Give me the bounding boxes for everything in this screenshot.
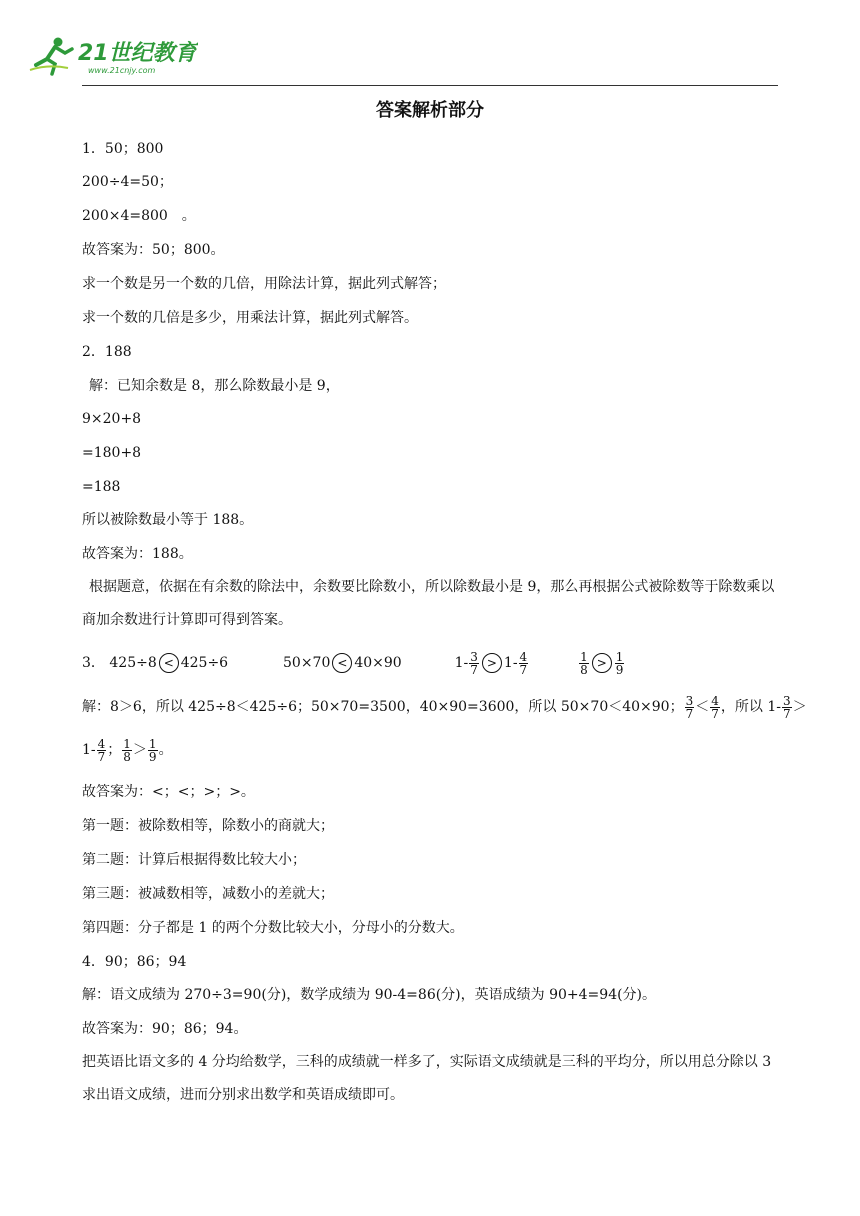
logo-text: 21世纪教育 [78,41,197,66]
q3-line6: 第三题：被减数相等，减数小的差就大； [82,886,334,902]
header-divider [82,85,778,86]
q3-solution-line2: 1- $\frac{4}{7}$ ； $\frac{1}{8}$ ＞ $\frac{1}{9}$ 。 [82,736,173,764]
fraction-4-7: $\frac{4}{7}$ [519,649,528,677]
q3-c1-circle: < [159,653,179,673]
fraction-4-7: $\frac{4}{7}$ [97,736,106,764]
q1-line5: 求一个数的几倍是多少，用乘法计算，据此列式解答。 [82,310,418,326]
q3-line3: 故答案为：<；<；>；>。 [82,784,255,800]
fraction-4-7: $\frac{4}{7}$ [711,693,719,721]
q1-line2: 200×4=800 。 [82,208,196,224]
q3-c3-one-a: 1- [454,655,469,671]
logo-url: www.21cnjy.com [88,66,156,75]
q3-c3-circle: > [482,653,502,673]
q3-answer-row [82,650,625,676]
q3-line4: 第一题：被除数相等，除数小的商就大； [82,818,334,834]
q3-line5: 第二题：计算后根据得数比较大小； [82,852,306,868]
fraction-1-9: $\frac{1}{9}$ [148,736,157,764]
q3-c2-right: 40×90 [354,655,402,671]
fraction-1-9: $\frac{1}{9}$ [615,649,624,677]
q3-c2-circle: < [332,653,352,673]
q3-c1-right: 425÷6 [180,655,229,671]
q3-c2-left: 50×70 [283,655,331,671]
q1-line1: 200÷4=50； [82,174,173,190]
q3-line7: 第四题：分子都是 1 的两个分数比较大小，分母小的分数大。 [82,920,464,936]
q2-line5: 所以被除数最小等于 188。 [82,512,254,528]
q3-c1-left: 425÷8 [109,655,157,671]
q3-c4-circle: > [592,653,612,673]
q3-c3-one-b: 1- [503,655,518,671]
q1-line3: 故答案为：50；800。 [82,242,225,258]
fraction-3-7: $\frac{3}{7}$ [685,693,694,721]
q4-answer: 4．90；86；94 [82,954,187,970]
q3-solution-line1: 解：8＞6，所以 425÷8＜425÷6；50×70=3500，40×90=3600，所以 50×70＜40×90； $\frac{3}{7}$ ＜ $\frac{4}{7}$ ，所以 1- $\frac{3}{7}$ ＞ [82,693,807,721]
q2-line6: 故答案为：188。 [82,546,193,562]
fraction-1-8: $\frac{1}{8}$ [123,736,131,764]
q2-line4: =188 [82,479,121,495]
fraction-3-7: $\frac{3}{7}$ [470,649,478,677]
q2-line3: =180+8 [82,445,142,461]
q4-line2: 故答案为：90；86；94。 [82,1021,248,1037]
q2-answer: 2．188 [82,344,132,360]
site-logo [28,34,198,78]
runner-icon [30,38,72,75]
q3-number: 3． [82,655,105,671]
q4-explanation: 把英语比语文多的 4 分均给数学，三科的成绩就一样多了，实际语文成绩就是三科的平均分，所以用总分除以 3 求出语文成绩，进而分别求出数学和英语成绩即可。 [82,1054,772,1103]
q2-line2: 9×20+8 [82,411,142,427]
q2-explanation: 根据题意，依据在有余数的除法中，余数要比除数小，所以除数最小是 9，那么再根据公式被除数等于除数乘以商加余数进行计算即可得到答案。 [82,579,775,628]
q4-line1: 解：语文成绩为 270÷3=90(分)，数学成绩为 90-4=86(分)，英语成绩为 90+4=94(分)。 [82,987,657,1003]
fraction-3-7: $\frac{3}{7}$ [782,693,791,721]
page-title: 答案解析部分 [376,100,484,121]
fraction-1-8: $\frac{1}{8}$ [580,649,588,677]
q2-line1: 解：已知余数是 8，那么除数最小是 9， [89,378,340,394]
q1-answer: 1．50；800 [82,141,164,157]
q1-line4: 求一个数是另一个数的几倍，用除法计算，据此列式解答； [82,276,446,292]
